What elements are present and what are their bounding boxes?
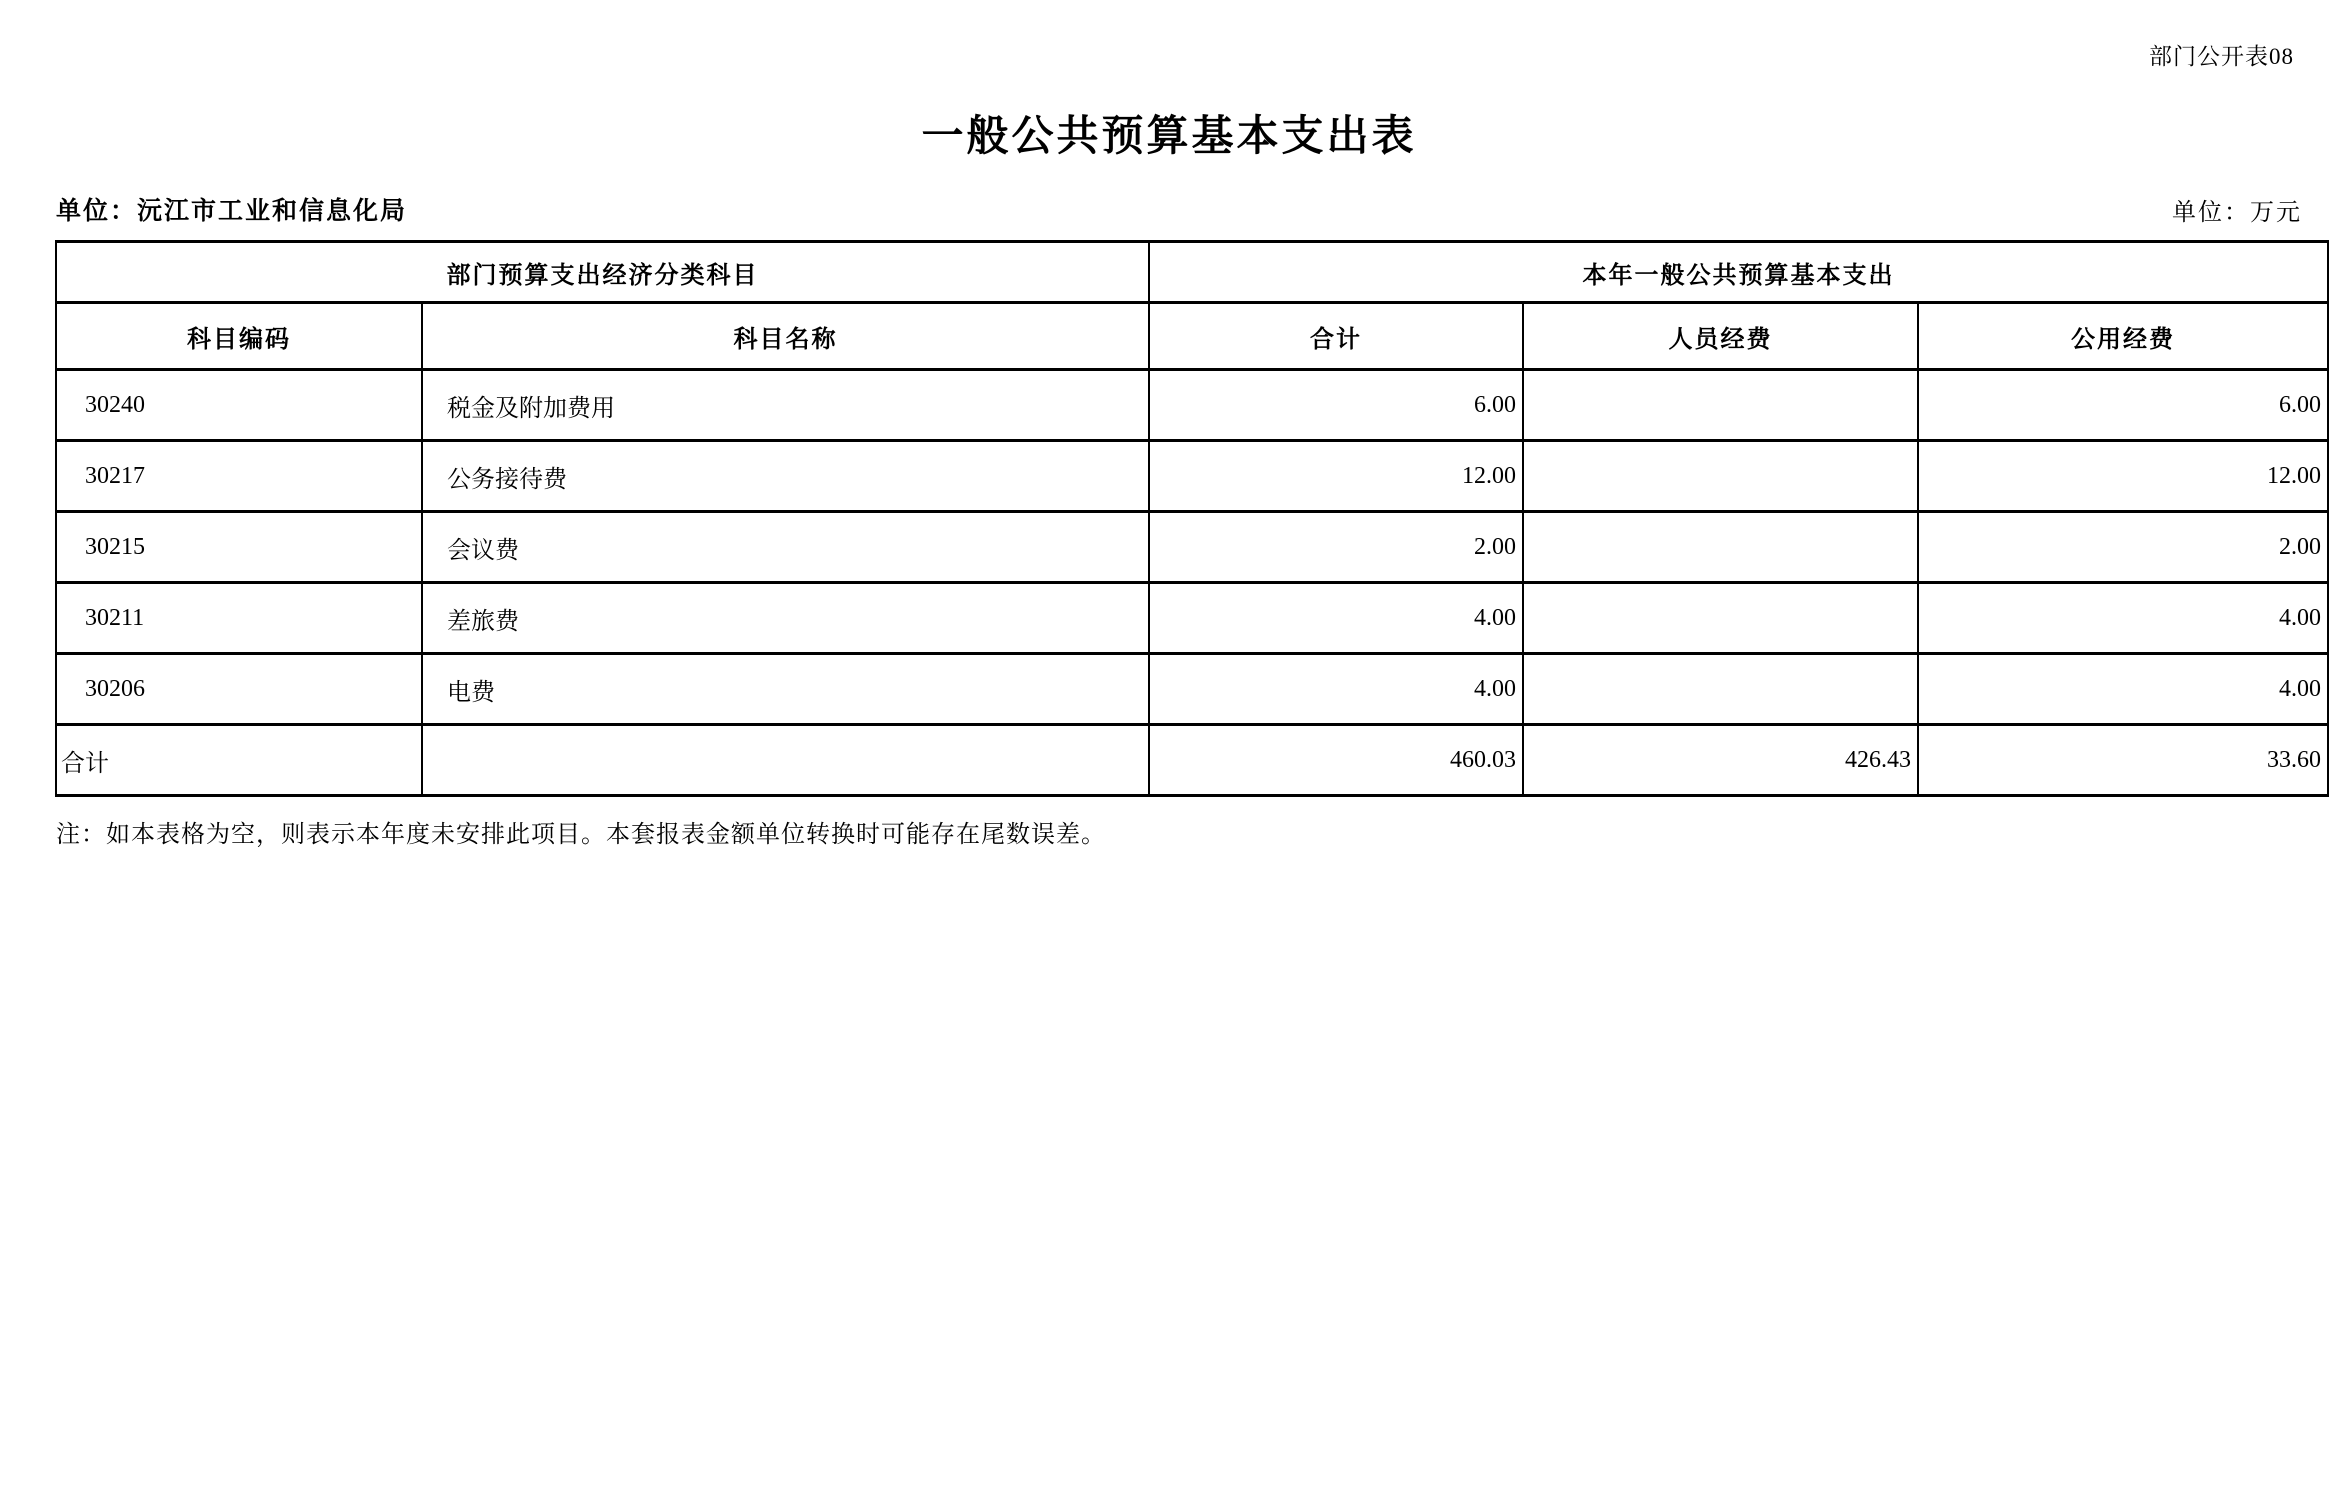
- subject-name-cell: 税金及附加费用: [422, 370, 1149, 441]
- col-header-personnel-expense: 人员经费: [1523, 303, 1918, 370]
- total-label-cell: 合计: [56, 725, 422, 796]
- total-sum-cell: 460.03: [1149, 725, 1523, 796]
- subject-code-cell: 30217: [56, 441, 422, 512]
- subject-name-cell: 电费: [422, 654, 1149, 725]
- sum-cell: 6.00: [1149, 370, 1523, 441]
- sum-cell: 4.00: [1149, 654, 1523, 725]
- subject-code-cell: 30240: [56, 370, 422, 441]
- table-body: [56, 370, 2328, 725]
- total-row: [56, 725, 2328, 796]
- col-header-sum: 合计: [1149, 303, 1523, 370]
- col-header-subject-code: 科目编码: [56, 303, 422, 370]
- sum-cell: 12.00: [1149, 441, 1523, 512]
- table-row: [56, 654, 2328, 725]
- public-expense-cell: 4.00: [1918, 654, 2328, 725]
- total-public-cell: 33.60: [1918, 725, 2328, 796]
- public-expense-cell: 6.00: [1918, 370, 2328, 441]
- table-header-group-row: [56, 242, 2328, 303]
- subject-name-cell: 公务接待费: [422, 441, 1149, 512]
- public-expense-cell: 2.00: [1918, 512, 2328, 583]
- unit-info-row: [56, 191, 2302, 227]
- col-header-public-expense: 公用经费: [1918, 303, 2328, 370]
- footnote: 注：如本表格为空，则表示本年度未安排此项目。本套报表金额单位转换时可能存在尾数误差。: [56, 822, 1106, 848]
- currency-unit-label: 单位：万元: [2172, 200, 2302, 226]
- table-row: [56, 583, 2328, 654]
- subject-code-cell: 30211: [56, 583, 422, 654]
- personnel-expense-cell: [1523, 654, 1918, 725]
- header-current-year-basic-expenditure: 本年一般公共预算基本支出: [1149, 242, 2328, 303]
- department-unit-label: 单位：沅江市工业和信息化局: [56, 197, 408, 225]
- subject-name-cell: 差旅费: [422, 583, 1149, 654]
- total-personnel-cell: 426.43: [1523, 725, 1918, 796]
- table-row: [56, 370, 2328, 441]
- page-title: 一般公共预算基本支出表: [921, 112, 1417, 159]
- table-row: [56, 441, 2328, 512]
- public-expense-cell: 4.00: [1918, 583, 2328, 654]
- form-number-label: 部门公开表08: [2149, 44, 2294, 69]
- table-row: [56, 512, 2328, 583]
- personnel-expense-cell: [1523, 583, 1918, 654]
- public-expense-cell: 12.00: [1918, 441, 2328, 512]
- personnel-expense-cell: [1523, 441, 1918, 512]
- subject-code-cell: 30206: [56, 654, 422, 725]
- table-column-header-row: [56, 303, 2328, 370]
- sum-cell: 4.00: [1149, 583, 1523, 654]
- subject-code-cell: 30215: [56, 512, 422, 583]
- total-name-cell: [422, 725, 1149, 796]
- subject-name-cell: 会议费: [422, 512, 1149, 583]
- budget-table: [55, 240, 2329, 797]
- personnel-expense-cell: [1523, 512, 1918, 583]
- sum-cell: 2.00: [1149, 512, 1523, 583]
- personnel-expense-cell: [1523, 370, 1918, 441]
- col-header-subject-name: 科目名称: [422, 303, 1149, 370]
- header-economic-classification: 部门预算支出经济分类科目: [56, 242, 1149, 303]
